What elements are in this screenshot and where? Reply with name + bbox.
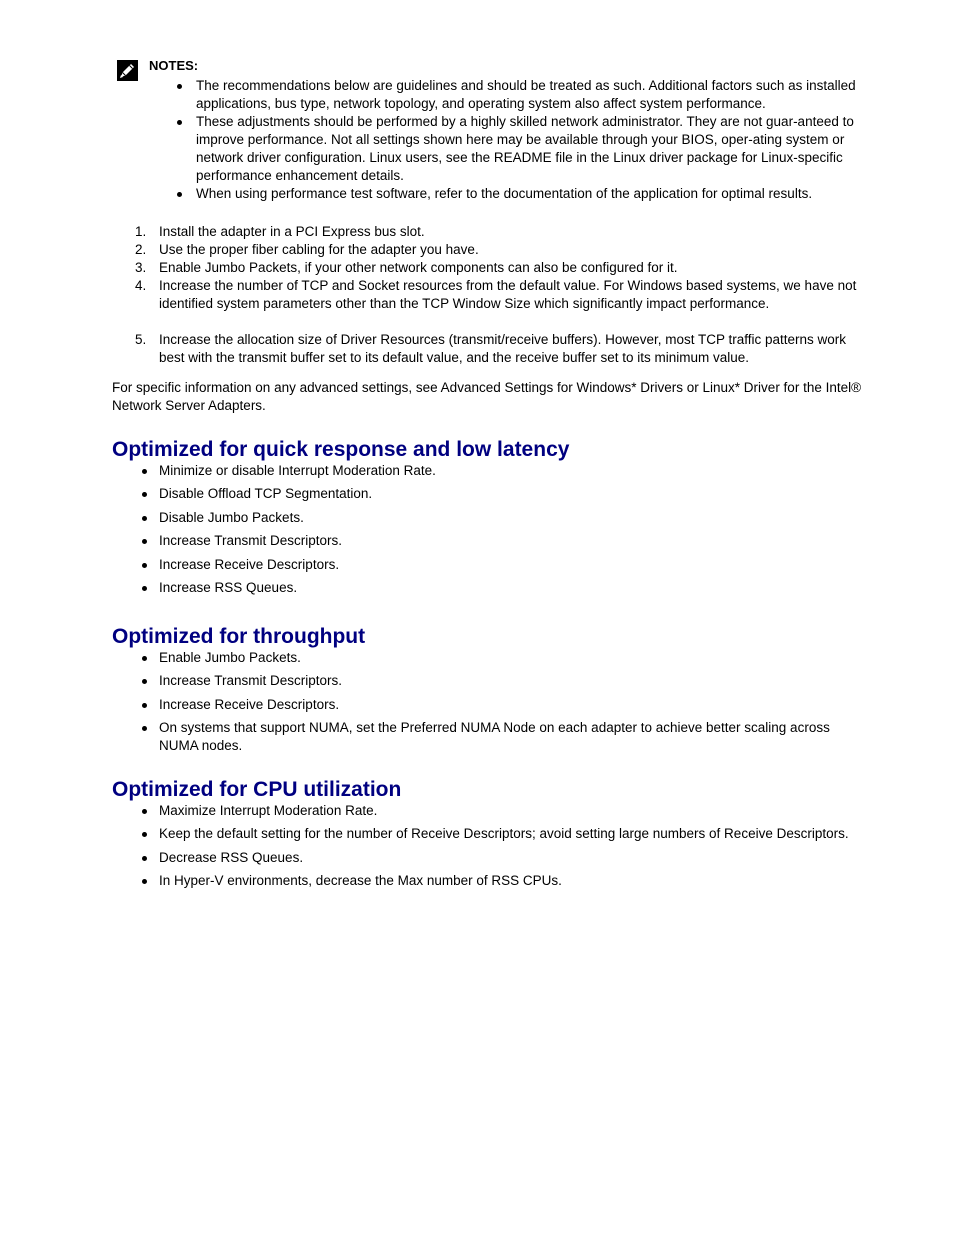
cpu-utilization-list: [112, 802, 872, 896]
steps-list: [112, 223, 867, 367]
step-item: 1. Install the adapter in a PCI Express bus slot.: [135, 224, 425, 239]
list-item: Increase Transmit Descriptors.: [112, 532, 872, 550]
note-pencil-icon: [117, 60, 138, 81]
advanced-settings-paragraph: For specific information on any advanced settings, see Advanced Settings for Windows* Drivers or Linux* Driver for the Intel® Network Server Adapters.: [112, 380, 862, 413]
list-item: Enable Jumbo Packets.: [112, 649, 872, 667]
step-item: 5. Increase the allocation size of Driver Resources (transmit/receive buffers). However, most TCP traffic patterns work best with the transmit buffer set to its default value, and the receive buffer set to its minimum value.: [135, 332, 847, 365]
bullet: [142, 563, 147, 568]
heading-low-latency: Optimized for quick response and low latency: [112, 438, 570, 461]
notes-list: [172, 77, 862, 203]
list-item: Increase Transmit Descriptors.: [112, 672, 872, 690]
notes-title: NOTES:: [149, 58, 199, 73]
list-item: Minimize or disable Interrupt Moderation Rate.: [112, 462, 872, 480]
bullet: [142, 469, 147, 474]
list-item: Increase Receive Descriptors.: [112, 556, 872, 574]
bullet: [142, 516, 147, 521]
bullet: [177, 120, 182, 125]
heading-cpu-utilization: Optimized for CPU utilization: [112, 778, 402, 801]
list-item: Keep the default setting for the number of Receive Descriptors; avoid setting large numbers of Receive Descriptors.: [112, 825, 872, 843]
list-item: Increase Receive Descriptors.: [112, 696, 872, 714]
low-latency-list: [112, 462, 872, 602]
list-item: Disable Jumbo Packets.: [112, 509, 872, 527]
list-item: Maximize Interrupt Moderation Rate.: [112, 802, 872, 820]
bullet: [142, 832, 147, 837]
step-item: 2. Use the proper fiber cabling for the adapter you have.: [135, 242, 479, 257]
list-item: Decrease RSS Queues.: [112, 849, 872, 867]
bullet: [142, 679, 147, 684]
list-item: Increase RSS Queues.: [112, 579, 872, 597]
heading-throughput: Optimized for throughput: [112, 625, 366, 648]
bullet: [142, 492, 147, 497]
bullet: [142, 539, 147, 544]
step-item: 3. Enable Jumbo Packets, if your other network components can also be configured for it.: [135, 260, 678, 275]
notes-item: These adjustments should be performed by a highly skilled network administrator. They are not guar-anteed to improve performance. Not all settings shown here may be available through your BIOS, oper-ating system or network driver configuration. Linux users, see the README file in the Linux driver package for Linux-specific performance enhancement details.: [172, 113, 862, 185]
bullet: [142, 656, 147, 661]
list-item: On systems that support NUMA, set the Preferred NUMA Node on each adapter to achieve better scaling across NUMA nodes.: [112, 719, 872, 755]
bullet: [142, 879, 147, 884]
bullet: [177, 192, 182, 197]
bullet: [142, 726, 147, 731]
bullet: [142, 856, 147, 861]
bullet: [142, 586, 147, 591]
throughput-list: [112, 649, 872, 761]
notes-item: When using performance test software, refer to the documentation of the application for optimal results.: [172, 185, 862, 203]
bullet: [177, 84, 182, 89]
step-item: 4. Increase the number of TCP and Socket resources from the default value. For Windows based systems, we have not identified system parameters other than the TCP Window Size which significantly impact performance.: [135, 278, 857, 311]
list-item: Disable Offload TCP Segmentation.: [112, 485, 872, 503]
notes-item: The recommendations below are guidelines and should be treated as such. Additional factors such as installed applications, bus type, network topology, and operating system also affect system performance.: [172, 77, 862, 113]
bullet: [142, 809, 147, 814]
bullet: [142, 703, 147, 708]
list-item: In Hyper-V environments, decrease the Max number of RSS CPUs.: [112, 872, 872, 890]
